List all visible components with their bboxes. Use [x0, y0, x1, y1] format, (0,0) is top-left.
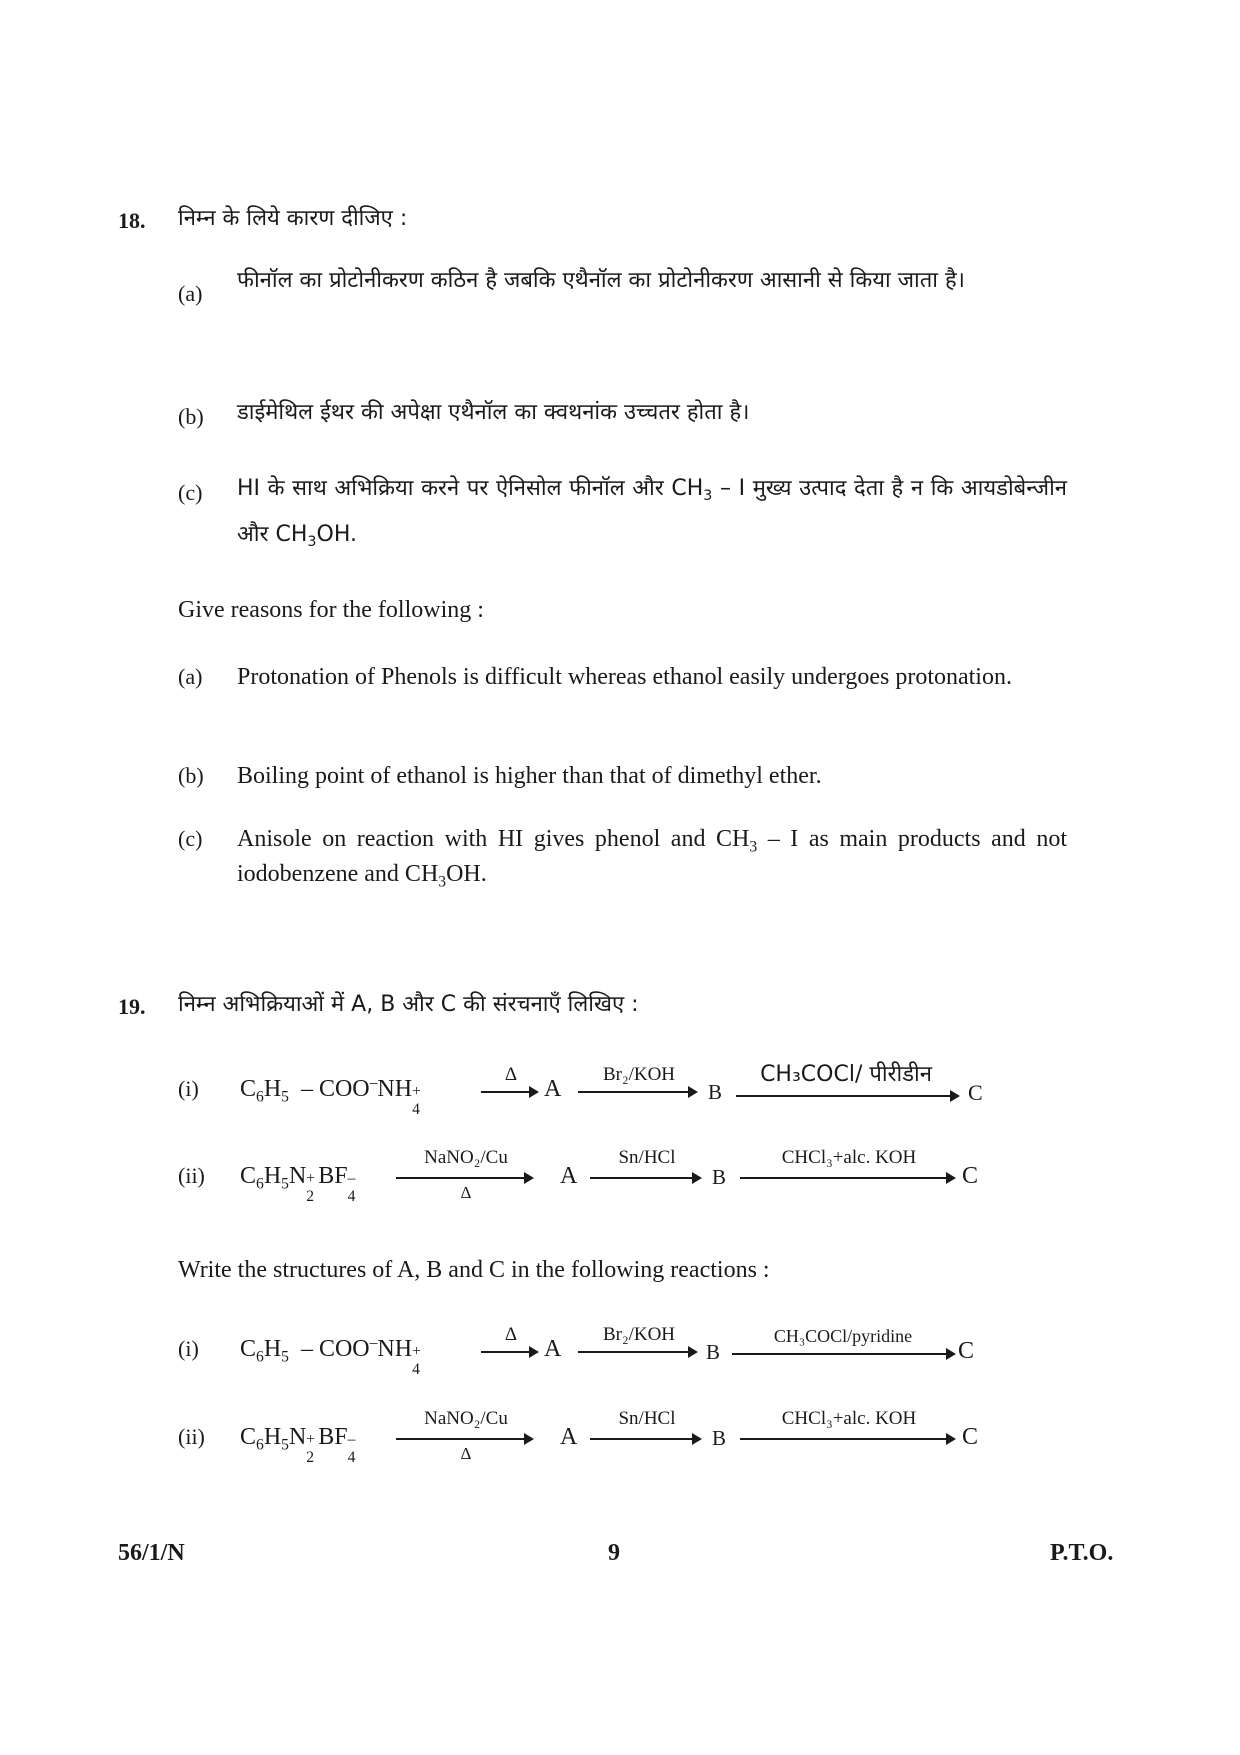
- product-a: A: [544, 1076, 562, 1102]
- reaction-arrow: [740, 1177, 954, 1179]
- question-number-19: 19.: [118, 994, 146, 1019]
- condition-heat: Δ: [504, 1324, 518, 1345]
- item-text: डाईमेथिल ईथर की अपेक्षा एथैनॉल का क्वथनांक उच्चतर होता है।: [237, 400, 750, 425]
- product-b: B: [712, 1165, 727, 1189]
- reaction-arrow: [481, 1091, 537, 1093]
- item-label: (c): [178, 480, 203, 505]
- reaction-arrow: [578, 1091, 696, 1093]
- item-text: Anisole on reaction with HI gives phenol and $CH_3$ – I as main products and not iodobenzene and $CH_3OH$.: [237, 826, 1067, 891]
- question-number-18: 18.: [118, 208, 146, 233]
- reaction-arrow: [740, 1438, 954, 1440]
- q19-english-intro: Write the structures of A, B and C in the following reactions :: [178, 1257, 770, 1283]
- condition-chcl3-koh: CHCl₃+alc. KOH: [781, 1147, 917, 1168]
- product-b: B: [712, 1426, 727, 1450]
- condition-br2-koh: Br₂/KOH: [602, 1324, 676, 1345]
- reaction-arrow: [736, 1095, 958, 1097]
- product-c: C: [968, 1080, 983, 1105]
- reaction-arrow: [396, 1177, 532, 1179]
- product-c: C: [962, 1424, 979, 1450]
- condition-sn-hcl: Sn/HCl: [618, 1408, 676, 1429]
- product-c: C: [958, 1338, 975, 1364]
- q19-english-reaction-ii: [178, 1408, 1078, 1468]
- condition-acetyl-chloride-pyridine: CH₃COCl/ पीरीडीन: [760, 1062, 932, 1087]
- q18-english-intro: Give reasons for the following :: [178, 597, 484, 623]
- reaction-arrow: [590, 1177, 700, 1179]
- condition-br2-koh: Br₂/KOH: [602, 1064, 676, 1085]
- q18-hindi-intro: निम्न के लिये कारण दीजिए :: [178, 206, 408, 231]
- reaction-arrow: [396, 1438, 532, 1440]
- product-c: C: [962, 1163, 979, 1189]
- reaction-label: (ii): [178, 1424, 205, 1449]
- condition-heat: Δ: [504, 1064, 518, 1085]
- product-b: B: [706, 1340, 721, 1364]
- condition-nano2-cu: NaNO₂/Cu: [424, 1147, 508, 1168]
- q19-hindi-reaction-i: [178, 1060, 1078, 1120]
- product-a: A: [560, 1163, 578, 1189]
- item-label: (b): [178, 763, 204, 788]
- condition-heat: Δ: [460, 1183, 472, 1202]
- paper-code: 56/1/N: [118, 1540, 185, 1566]
- item-text: HI के साथ अभिक्रिया करने पर ऐनिसोल फीनॉल और $CH_3$ – I मुख्य उत्पाद देता है न कि आयडोबेन्जीन और $CH_3OH$.: [237, 476, 1067, 550]
- item-label: (a): [178, 281, 203, 306]
- reaction-label: (i): [178, 1336, 199, 1361]
- condition-chcl3-koh: CHCl₃+alc. KOH: [781, 1408, 917, 1429]
- item-label: (b): [178, 404, 204, 429]
- reactant: $C_6H_5N$ + 2 BF – 4: [240, 1163, 356, 1205]
- item-text: Protonation of Phenols is difficult whereas ethanol easily undergoes protonation.: [237, 664, 1012, 690]
- condition-nano2-cu: NaNO₂/Cu: [424, 1408, 508, 1429]
- q19-english-reaction-i: [178, 1320, 1078, 1380]
- item-text: Boiling point of ethanol is higher than that of dimethyl ether.: [237, 763, 822, 789]
- reaction-arrow: [732, 1353, 954, 1355]
- reaction-label: (i): [178, 1076, 199, 1101]
- reaction-label: (ii): [178, 1163, 205, 1188]
- reactant: $C_6H_5 - COO^-NH$ + 4: [240, 1074, 421, 1118]
- page-number: 9: [608, 1540, 620, 1566]
- item-label: (c): [178, 826, 203, 851]
- reactant: $C_6H_5N$ + 2 BF – 4: [240, 1424, 356, 1466]
- item-text: फीनॉल का प्रोटोनीकरण कठिन है जबकि एथैनॉल का प्रोटोनीकरण आसानी से किया जाता है।: [237, 268, 965, 293]
- condition-acetyl-chloride-pyridine: CH₃COCl/pyridine: [773, 1326, 913, 1346]
- condition-sn-hcl: Sn/HCl: [618, 1147, 676, 1168]
- q19-hindi-reaction-ii: [178, 1147, 1078, 1207]
- reaction-arrow: [481, 1351, 537, 1353]
- product-a: A: [560, 1424, 578, 1450]
- q19-hindi-intro: निम्न अभिक्रियाओं में A, B और C की संरचनाएँ लिखिए :: [178, 992, 639, 1017]
- product-a: A: [544, 1336, 562, 1362]
- please-turn-over: P.T.O.: [1050, 1540, 1114, 1566]
- product-b: B: [708, 1080, 723, 1104]
- item-label: (a): [178, 664, 203, 689]
- reaction-arrow: [590, 1438, 700, 1440]
- reactant: $C_6H_5 - COO^-NH$ + 4: [240, 1334, 421, 1378]
- reaction-arrow: [578, 1351, 696, 1353]
- condition-heat: Δ: [460, 1444, 472, 1463]
